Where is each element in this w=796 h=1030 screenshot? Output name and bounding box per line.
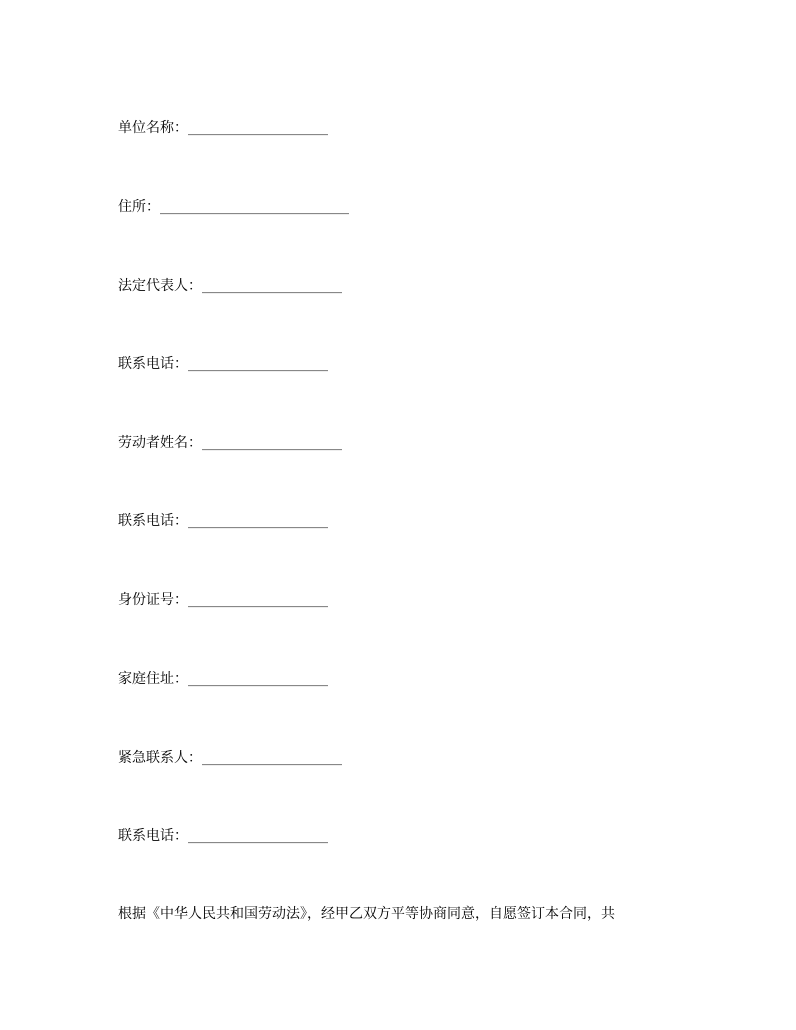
field-label: 联系电话：: [118, 356, 188, 372]
field-label: 单位名称：: [118, 120, 188, 136]
field-employer-phone: [118, 352, 328, 376]
field-address: [118, 195, 349, 219]
field-emergency-contact: [118, 746, 342, 770]
field-label: 联系电话：: [118, 828, 188, 844]
blank-line[interactable]: ____________________: [188, 671, 328, 687]
blank-line[interactable]: ____________________: [188, 120, 328, 136]
blank-line[interactable]: ____________________: [188, 592, 328, 608]
blank-line[interactable]: ___________________________: [160, 199, 349, 215]
blank-line[interactable]: ____________________: [188, 513, 328, 529]
contract-preamble: 根据《中华人民共和国劳动法》，经甲乙双方平等协商同意，自愿签订本合同，共: [118, 906, 615, 922]
blank-line[interactable]: ____________________: [188, 356, 328, 372]
field-employer-name: [118, 116, 328, 140]
field-label: 联系电话：: [118, 513, 188, 529]
blank-line[interactable]: ____________________: [202, 278, 342, 294]
field-emergency-phone: [118, 824, 328, 848]
field-worker-name: [118, 431, 342, 455]
field-label: 家庭住址：: [118, 671, 188, 687]
blank-line[interactable]: ____________________: [202, 750, 342, 766]
field-label: 紧急联系人：: [118, 750, 202, 766]
field-label: 身份证号：: [118, 592, 188, 608]
field-home-address: [118, 667, 328, 691]
field-worker-phone: [118, 509, 328, 533]
field-id-number: [118, 588, 328, 612]
field-label: 法定代表人：: [118, 278, 202, 294]
field-label: 劳动者姓名：: [118, 435, 202, 451]
field-legal-representative: [118, 274, 342, 298]
field-label: 住所：: [118, 199, 160, 215]
blank-line[interactable]: ____________________: [202, 435, 342, 451]
blank-line[interactable]: ____________________: [188, 828, 328, 844]
